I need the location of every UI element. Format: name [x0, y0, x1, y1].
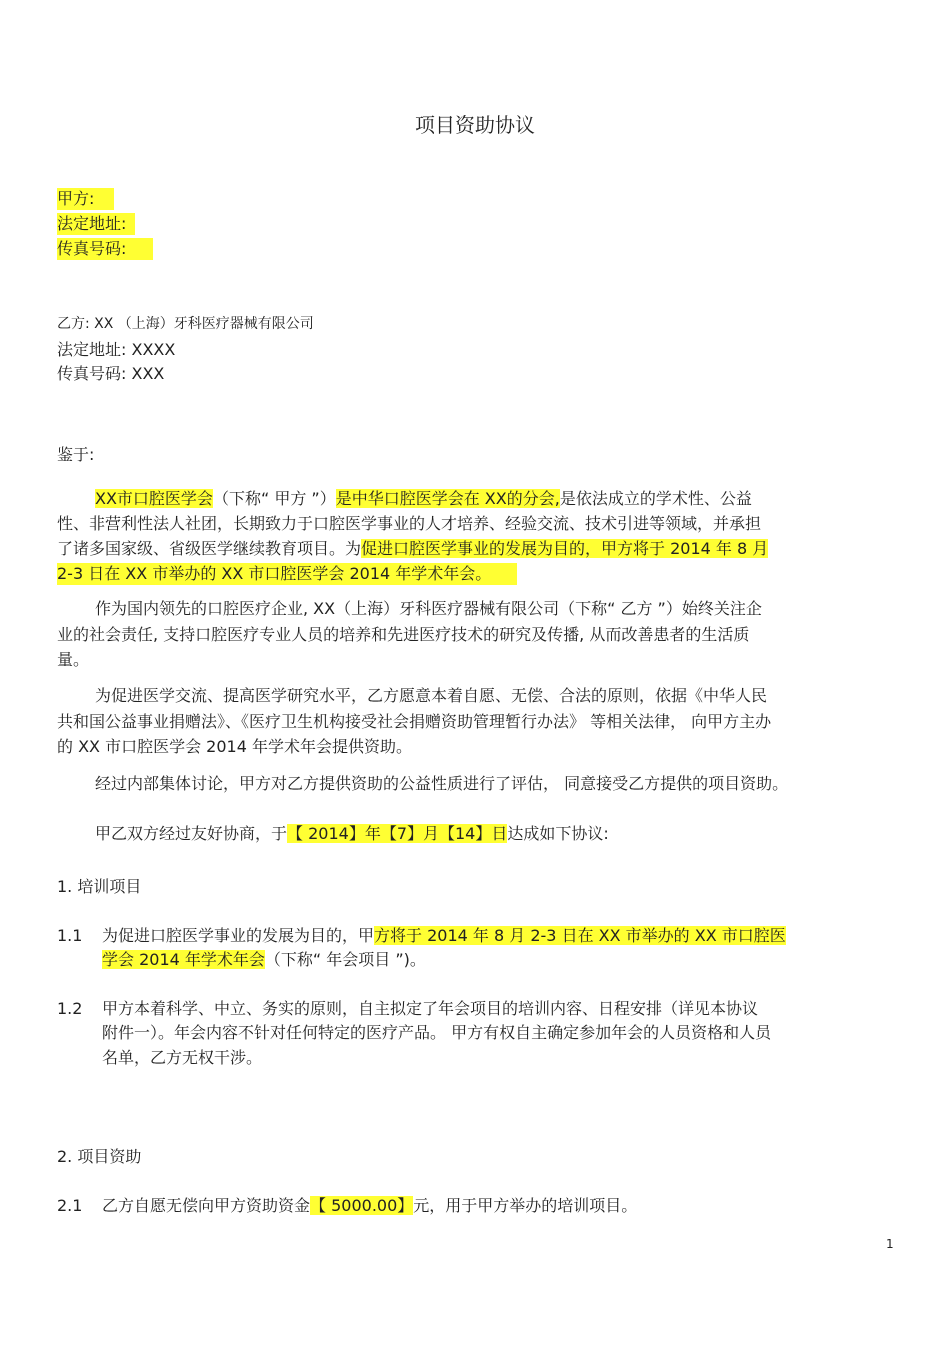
para1-alias: （下称“ 甲方 ”） [212, 489, 336, 508]
para4: 经过内部集体讨论，甲方对乙方提供资助的公益性质进行了评估， 同意接受乙方提供的项目资助。 [95, 774, 789, 793]
clause-1-1-line2 [102, 949, 426, 971]
clause-2-1-amount: 【 5000.00】 [310, 1196, 414, 1215]
clause-2-1-tail: 元，用于甲方举办的培训项目。 [413, 1196, 638, 1215]
para3-line3: 的 XX 市口腔医学会 2014 年学术年会提供资助。 [57, 737, 412, 756]
clause-1-2-line1: 甲方本着科学、中立、务实的原则，自主拟定了年会项目的培训内容、日程安排（详见本协议 [102, 999, 759, 1018]
party-a-address-label: 法定地址: [57, 213, 135, 235]
para1-line4: 2-3 日在 XX 市举办的 XX 市口腔医学会 2014 年学术年会。 [57, 563, 517, 585]
clause-1-2-line3: 名单，乙方无权干涉。 [102, 1048, 263, 1067]
party-b-name: 乙方: XX （上海）牙科医疗器械有限公司 [57, 316, 314, 332]
clause-1-2-number: 1.2 [57, 999, 83, 1018]
clause-2-1-line [102, 1195, 637, 1217]
para2-line2: 业的社会责任, 支持口腔医疗专业人员的培养和先进医疗技术的研究及传播, 从而改善患者的生活质 [57, 625, 750, 644]
clause-1-1-alias: （下称“ 年会项目 ”)。 [264, 950, 426, 969]
document-title: 项目资助协议 [415, 113, 535, 137]
party-b-address: 法定地址: XXXX [57, 340, 176, 359]
clause-1-1-plain: 为促进口腔医学事业的发展为目的，甲 [102, 926, 375, 945]
para1-desc: 是依法成立的学术性、公益 [559, 489, 752, 508]
para3-line1: 为促进医学交流、提高医学研究水平，乙方愿意本着自愿、无偿、合法的原则，依据《中华人民 [95, 686, 768, 705]
para1-line3-highlight: 促进口腔医学事业的发展为目的，甲方将于 2014 年 8 月 [361, 539, 769, 558]
page-number: 1 [886, 1237, 894, 1251]
para5-date: 【 2014】年【7】月【14】日 [287, 824, 508, 843]
para5-outro: 达成如下协议: [507, 824, 609, 843]
para1-line1 [95, 488, 752, 510]
para1-branch: 是中华口腔医学会在 XX的分会, [335, 489, 560, 508]
para2-line3: 量。 [57, 650, 90, 669]
whereas-label: 鉴于: [57, 445, 95, 464]
para1-line3-plain: 了诸多国家级、省级医学继续教育项目。为 [57, 539, 362, 558]
clause-1-1-highlight: 方将于 2014 年 8 月 2-3 日在 XX 市举办的 XX 市口腔医 [374, 926, 786, 945]
clause-1-1-event: 学会 2014 年学术年会 [102, 950, 265, 969]
clause-2-1-number: 2.1 [57, 1196, 83, 1215]
para5-intro: 甲乙双方经过友好协商，于 [95, 824, 288, 843]
clause-1-2-line2: 附件一）。年会内容不针对任何特定的医疗产品。 甲方有权自主确定参加年会的人员资格和人员 [102, 1023, 772, 1042]
para1-line3 [57, 538, 768, 560]
para1-line2: 性、非营利性法人社团，长期致力于口腔医学事业的人才培养、经验交流、技术引进等领域，并承担 [57, 514, 762, 533]
section2-heading: 2. 项目资助 [57, 1147, 142, 1166]
para5 [95, 823, 609, 845]
party-a-fax-label: 传真号码: [57, 238, 153, 260]
clause-1-1-number: 1.1 [57, 926, 83, 945]
party-b-fax: 传真号码: XXX [57, 364, 165, 383]
clause-1-1-line1 [102, 925, 786, 947]
para3-line2: 共和国公益事业捐赠法》、《医疗卫生机构接受社会捐赠资助管理暂行办法》 等相关法律， 向甲方主办 [57, 712, 772, 731]
para2-line1: 作为国内领先的口腔医疗企业, XX（上海）牙科医疗器械有限公司（下称“ 乙方 ”）始终关注企 [95, 599, 762, 618]
clause-2-1-plain: 乙方自愿无偿向甲方资助资金 [102, 1196, 311, 1215]
party-a-name-label: 甲方: [57, 188, 114, 210]
section1-heading: 1. 培训项目 [57, 877, 142, 896]
para1-org-name: XX市口腔医学会 [95, 489, 213, 508]
